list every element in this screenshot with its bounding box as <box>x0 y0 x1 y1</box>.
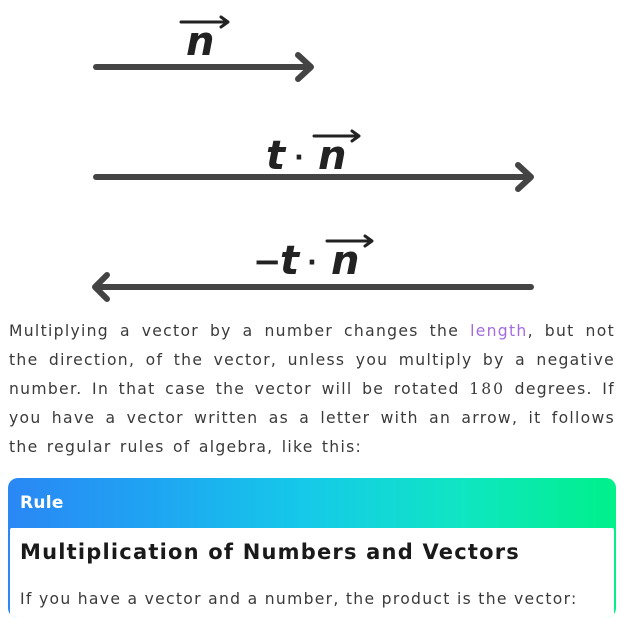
vector-neg-tn-arrow <box>95 275 531 299</box>
vector-n-letter: n <box>318 133 347 179</box>
rule-text: If you have a vector and a number, the product is the vector: <box>20 590 578 608</box>
vector-n-label <box>181 17 228 65</box>
scalar-t-letter: t <box>266 133 286 179</box>
paragraph-text: , but not the direction, of the vector, unless you multiply by a negative number. In that case the vector will be rotated <box>9 322 615 398</box>
rule-title: Multiplication of Numbers and Vectors <box>20 540 520 564</box>
dot-operator: · <box>307 248 317 278</box>
explanation-paragraph <box>9 317 615 462</box>
vector-n-letter: n <box>186 19 215 65</box>
scalar-t-letter: t <box>280 238 300 284</box>
length-link[interactable]: length <box>470 322 528 340</box>
rule-body <box>10 528 614 618</box>
vector-tn-arrow <box>96 165 531 189</box>
rule-box <box>8 478 616 618</box>
vector-tn-label <box>266 131 359 179</box>
minus-operator: − <box>253 242 282 282</box>
vector-n-letter: n <box>331 238 360 284</box>
rotation-value: 180 <box>469 380 506 398</box>
rule-header <box>8 478 616 528</box>
paragraph-text: Multiplying a vector by a number changes the <box>9 322 471 340</box>
dot-operator: · <box>294 143 304 173</box>
vector-neg-tn-label <box>253 236 372 284</box>
paragraph-text: degrees. If you have a vector written as a letter with an arrow, it follows the regular rules of algebra, like this: <box>9 380 615 456</box>
rule-header-label: Rule <box>20 493 64 513</box>
